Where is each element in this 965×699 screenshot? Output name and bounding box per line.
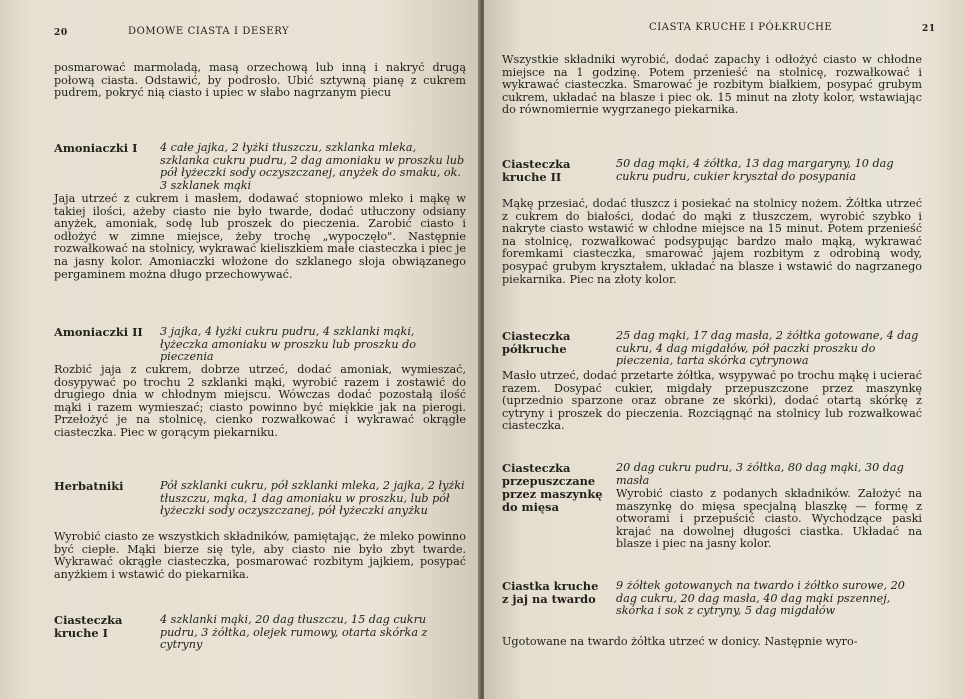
recipe-ingredients-amoniaczki-2: 3 jajka, 4 łyżki cukru pudru, 4 szklanki mąki, łyżeczka amoniaku w proszku lub proszku do pieczenia [160,325,417,364]
recipe-method-maszynka: Wyrobić ciasto z podanych składników. Założyć na maszynkę do mięsa specjalną blaszkę — formę z otworami i przepuścić ciasto. Wychodzące paski krajać na dowolnej długości ciastka. Układać na blasze i piec na jasny kolor. [616,487,922,551]
recipe-method-amoniaczki-1: Jaja utrzeć z cukrem i masłem, dodawać stopniowo mleko i mąkę w takiej ilości, ażeby ciasto nie było twarde, dodać utłuczony odsiany anyżek, amoniak, sodę lub proszek do pieczenia. Zarobić ciasto i odłożyć w zimne miejsce, żeby trochę „wypoczęło". Następnie rozwałkować na stolnicy, wykrawać kieliszkiem małe ciasteczka i piec je na jasny kolor. Amoniaczki włożone do szklanego słoja obwiązanego pergaminem można długo przechowywać. [54,192,466,281]
recipe-ingredients-amoniaczki-1: 4 całe jajka, 2 łyżki tłuszczu, szklanka mleka, szklanka cukru pudru, 2 dag amoniaku w proszku lub pół łyżeczki sody oczyszczanej, anyżek do smaku, ok. 3 szklanek mąki [160,141,465,192]
recipe-title-maszynka-line1: Ciasteczka [502,461,571,475]
recipe-title-polkruche-line2: półkruche [502,342,567,356]
left-running-head: DOMOWE CIASTA I DESERY [128,26,290,37]
recipe-title-kruche-2-line1: Ciasteczka [502,157,571,171]
recipe-method-herbatniki: Wyrobić ciasto ze wszystkich składników, pamiętając, że mleko powinno być ciepłe. Mąki bierze się tyle, aby ciasto nie było zbyt twarde. Wykrawać okrągłe ciasteczka, posmarować rozbitym jajkiem, posypać anyżkiem i wstawić do piekarnika. [54,530,466,581]
recipe-ingredients-maszynka: 20 dag cukru pudru, 3 żółtka, 80 dag mąki, 30 dag masła [616,461,904,487]
recipe-title-kruche-1-line2: kruche I [54,626,108,640]
recipe-title-jaja-line1: Ciastka kruche [502,579,599,593]
recipe-method-jaja: Ugotowane na twardo żółtka utrzeć w donicy. Następnie wyro- [502,635,858,648]
left-intro-text: posmarować marmoladą, masą orzechową lub inną i nakryć drugą połową ciasta. Odstawić, by podrosło. Ubić sztywną pianę z cukrem pudrem, pokryć nią ciasto i upiec w słabo nagrzanym piecu [54,61,466,100]
recipe-ingredients-kruche-1: 4 szklanki mąki, 20 dag tłuszczu, 15 dag cukru pudru, 3 żółtka, olejek rumowy, otarta skórka z cytryny [160,613,428,652]
recipe-title-jaja-line2: z jaj na twardo [502,592,596,606]
right-page [484,0,965,699]
recipe-method-kruche-2: Mąkę przesiać, dodać tłuszcz i posiekać na stolnicy nożem. Żółtka utrzeć z cukrem do białości, dodać do mąki z tłuszczem, wyrobić szybko i nakryte ciasto wstawić w chłodne miejsce na 15 minut. Potem przenieść na stolnicę, rozwałkować podsypując bardzo mało mąką, wykrawać foremkami ciasteczka, smarować jajem rozbitym z odrobiną wody, posypać grubym kryształem, układać na blasze i wstawić do nagrzanego piekarnika. Piec na złoty kolor. [502,197,922,286]
right-intro-text: Wszystkie składniki wyrobić, dodać zapachy i odłożyć ciasto w chłodne miejsce na 1 godzinę. Potem przenieść na stolnicę, rozwałkować i wykrawać ciasteczka. Smarować je rozbitym białkiem, posypać grubym cukrem, układać na blasze i piec ok. 15 minut na złoty kolor, wstawiając do równomiernie wygrzanego piekarnika. [502,53,922,117]
recipe-title-amoniaczki-2: Amoniaczki II [54,325,143,339]
recipe-ingredients-kruche-2: 50 dag mąki, 4 żółtka, 13 dag margaryny, 10 dag cukru pudru, cukier kryształ do posypania [616,157,894,183]
recipe-title-amoniaczki-1: Amoniaczki I [54,141,138,155]
left-page-number: 20 [54,28,68,38]
left-page [0,0,479,699]
recipe-ingredients-jaja: 9 żółtek gotowanych na twardo i żółtko surowe, 20 dag cukru, 20 dag masła, 40 dag mąki pszennej, skórka i sok z cytryny, 5 dag migdałów [616,579,905,618]
recipe-title-kruche-1-line1: Ciasteczka [54,613,123,627]
recipe-title-herbatniki: Herbatniki [54,479,124,493]
recipe-ingredients-herbatniki: Pół szklanki cukru, pół szklanki mleka, 2 jajka, 2 łyżki tłuszczu, mąka, 1 dag amoniaku w proszku, lub pół łyżeczki sody oczyszczanej, pół łyżeczki anyżku [160,479,465,518]
recipe-method-polkruche: Masło utrzeć, dodać przetarte żółtka, wsypywać po trochu mąkę i ucierać razem. Dosypać cukier, migdały przepuszczone przez maszynkę (uprzednio sparzone oraz obrane ze skórki), dodać otartą skórkę z cytryny i proszek do pieczenia. Rozciągnąć na stolnicy lub rozwałkować ciasteczka. [502,369,922,433]
recipe-title-maszynka-line2: przepuszczane [502,474,596,488]
right-page-number: 21 [922,24,936,34]
recipe-title-kruche-2-line2: kruche II [502,170,562,184]
recipe-method-amoniaczki-2: Rozbić jaja z cukrem, dobrze utrzeć, dodać amoniak, wymieszać, dosypywać po trochu 2 szklanki mąki, wyrobić razem i zostawić do drugiego dnia w chłodnym miejscu. Wówczas dodać pozostałą ilość mąki i razem wymieszać; ciasto powinno być miękkie jak na pierogi. Przełożyć je na stolnicę, cienko rozwałkować i wykrawać okrągłe ciasteczka. Piec w gorącym piekarniku. [54,363,466,439]
recipe-ingredients-polkruche: 25 dag mąki, 17 dag masła, 2 żółtka gotowane, 4 dag cukru, 4 dag migdałów, pół paczki proszku do pieczenia, tarta skórka cytrynowa [616,329,919,368]
recipe-title-maszynka-line4: do mięsa [502,500,559,514]
recipe-title-maszynka-line3: przez maszynkę [502,487,603,501]
recipe-title-polkruche-line1: Ciasteczka [502,329,571,343]
right-running-head: CIASTA KRUCHE I PÓŁKRUCHE [649,22,833,33]
